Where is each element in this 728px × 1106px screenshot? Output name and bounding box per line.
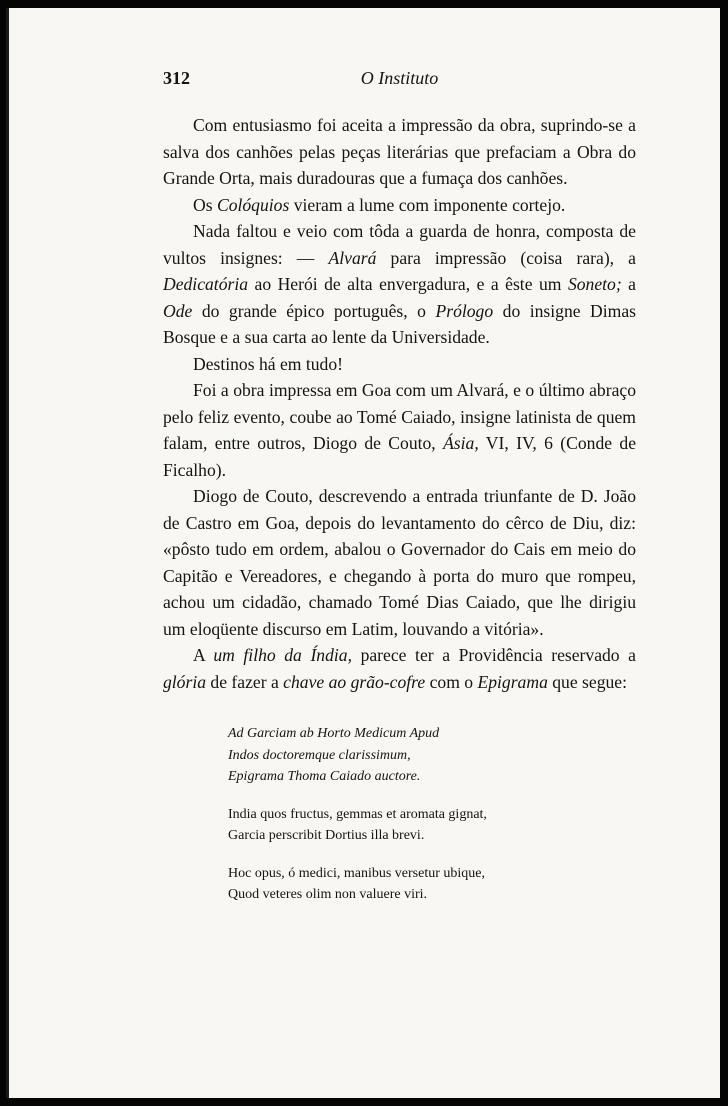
text-run: ao Herói de alta envergadura, e a êste um	[248, 274, 568, 294]
epigram-stanza-2	[228, 863, 636, 906]
epigram-title-line: Epigrama Thoma Caiado auctore.	[228, 769, 421, 784]
italic-run: chave ao grão-cofre	[283, 671, 426, 692]
text-run: parece ter a Providência reservado a	[351, 645, 636, 665]
page-number: 312	[163, 68, 190, 88]
text-run: a	[621, 274, 636, 294]
epigram-stanza-1	[228, 804, 636, 847]
italic-run: Soneto;	[567, 274, 622, 294]
paragraph	[163, 483, 636, 642]
epigram-title-line: Ad Garciam ab Horto Medicum Apud	[228, 726, 440, 741]
verse-line: India quos fructus, gemmas et aromata gignat,	[228, 806, 487, 822]
text-run: Foi a obra impressa em Goa com um Alvará, e o último abraço pelo feliz evento, coube ao Tomé Caiado, insigne latinista de quem falam, entre outros, Diogo de Couto,	[163, 380, 636, 453]
text-run: que segue:	[547, 671, 628, 692]
running-title: O Instituto	[360, 68, 439, 88]
text-run: vieram a lume com imponente cortejo.	[289, 194, 566, 215]
book-page	[6, 8, 720, 1098]
italic-run: um filho da Índia,	[213, 645, 352, 665]
paragraph	[163, 377, 636, 483]
italic-run: Alvará	[328, 247, 377, 268]
text-run: VI, IV, 6 (Conde de Ficalho).	[163, 433, 637, 480]
page-body	[163, 112, 636, 906]
text-run: Diogo de Couto, descrevendo a entrada triunfante de D. João de Castro em Goa, depois do levantamento do cêrco de Diu, diz: «pôsto tudo em ordem, abalou o Governador do Cais em meio do Capitão e Vereadores, e chegando à porta do muro que rompeu, achou um cidadão, chamado Tomé Dias Caiado, que lhe dirigiu um eloqüente discurso em Latim, louvando a vitória».	[163, 486, 636, 639]
text-run: de fazer a	[206, 671, 284, 692]
italic-run: Ode	[163, 300, 193, 321]
paragraph	[163, 192, 636, 219]
italic-run: Prólogo	[435, 300, 494, 321]
text-run: do insigne Dimas Bosque e a sua carta ao lente da Universidade.	[163, 300, 636, 347]
paragraph	[163, 351, 636, 378]
text-run: Nada faltou e veio com tôda a guarda de honra, composta de vultos insignes: —	[163, 221, 636, 268]
epigram-title	[228, 723, 636, 788]
paragraph	[163, 218, 636, 351]
text-run: Destinos há em tudo!	[193, 353, 344, 374]
italic-run: glória	[163, 671, 207, 692]
page-header	[163, 68, 636, 98]
text-run: Os	[193, 194, 217, 215]
text-run: A	[193, 645, 214, 665]
italic-run: Epigrama	[477, 671, 548, 692]
italic-run: Ásia,	[443, 433, 479, 453]
paragraph	[163, 112, 636, 192]
paragraph	[163, 642, 636, 695]
text-run: com o	[425, 671, 478, 692]
verse-line: Hoc opus, ó medici, manibus versetur ubique,	[228, 865, 486, 881]
italic-run: Colóquios	[216, 194, 290, 215]
italic-run: Dedicatória	[163, 274, 249, 294]
epigram-title-line: Indos doctoremque clarissimum,	[228, 747, 411, 763]
verse-line: Quod veteres olim non valuere viri.	[228, 887, 428, 902]
text-run: do grande épico português, o	[192, 300, 436, 321]
text-run: para impressão (coisa rara), a	[376, 247, 636, 268]
text-run: Com entusiasmo foi aceita a impressão da obra, suprindo-se a salva dos canhões pelas peças literárias que prefaciam a Obra do Grande Orta, mais duradouras que a fumaça dos canhões.	[163, 115, 636, 188]
verse-line: Garcia perscribit Dortius illa brevi.	[228, 828, 425, 843]
